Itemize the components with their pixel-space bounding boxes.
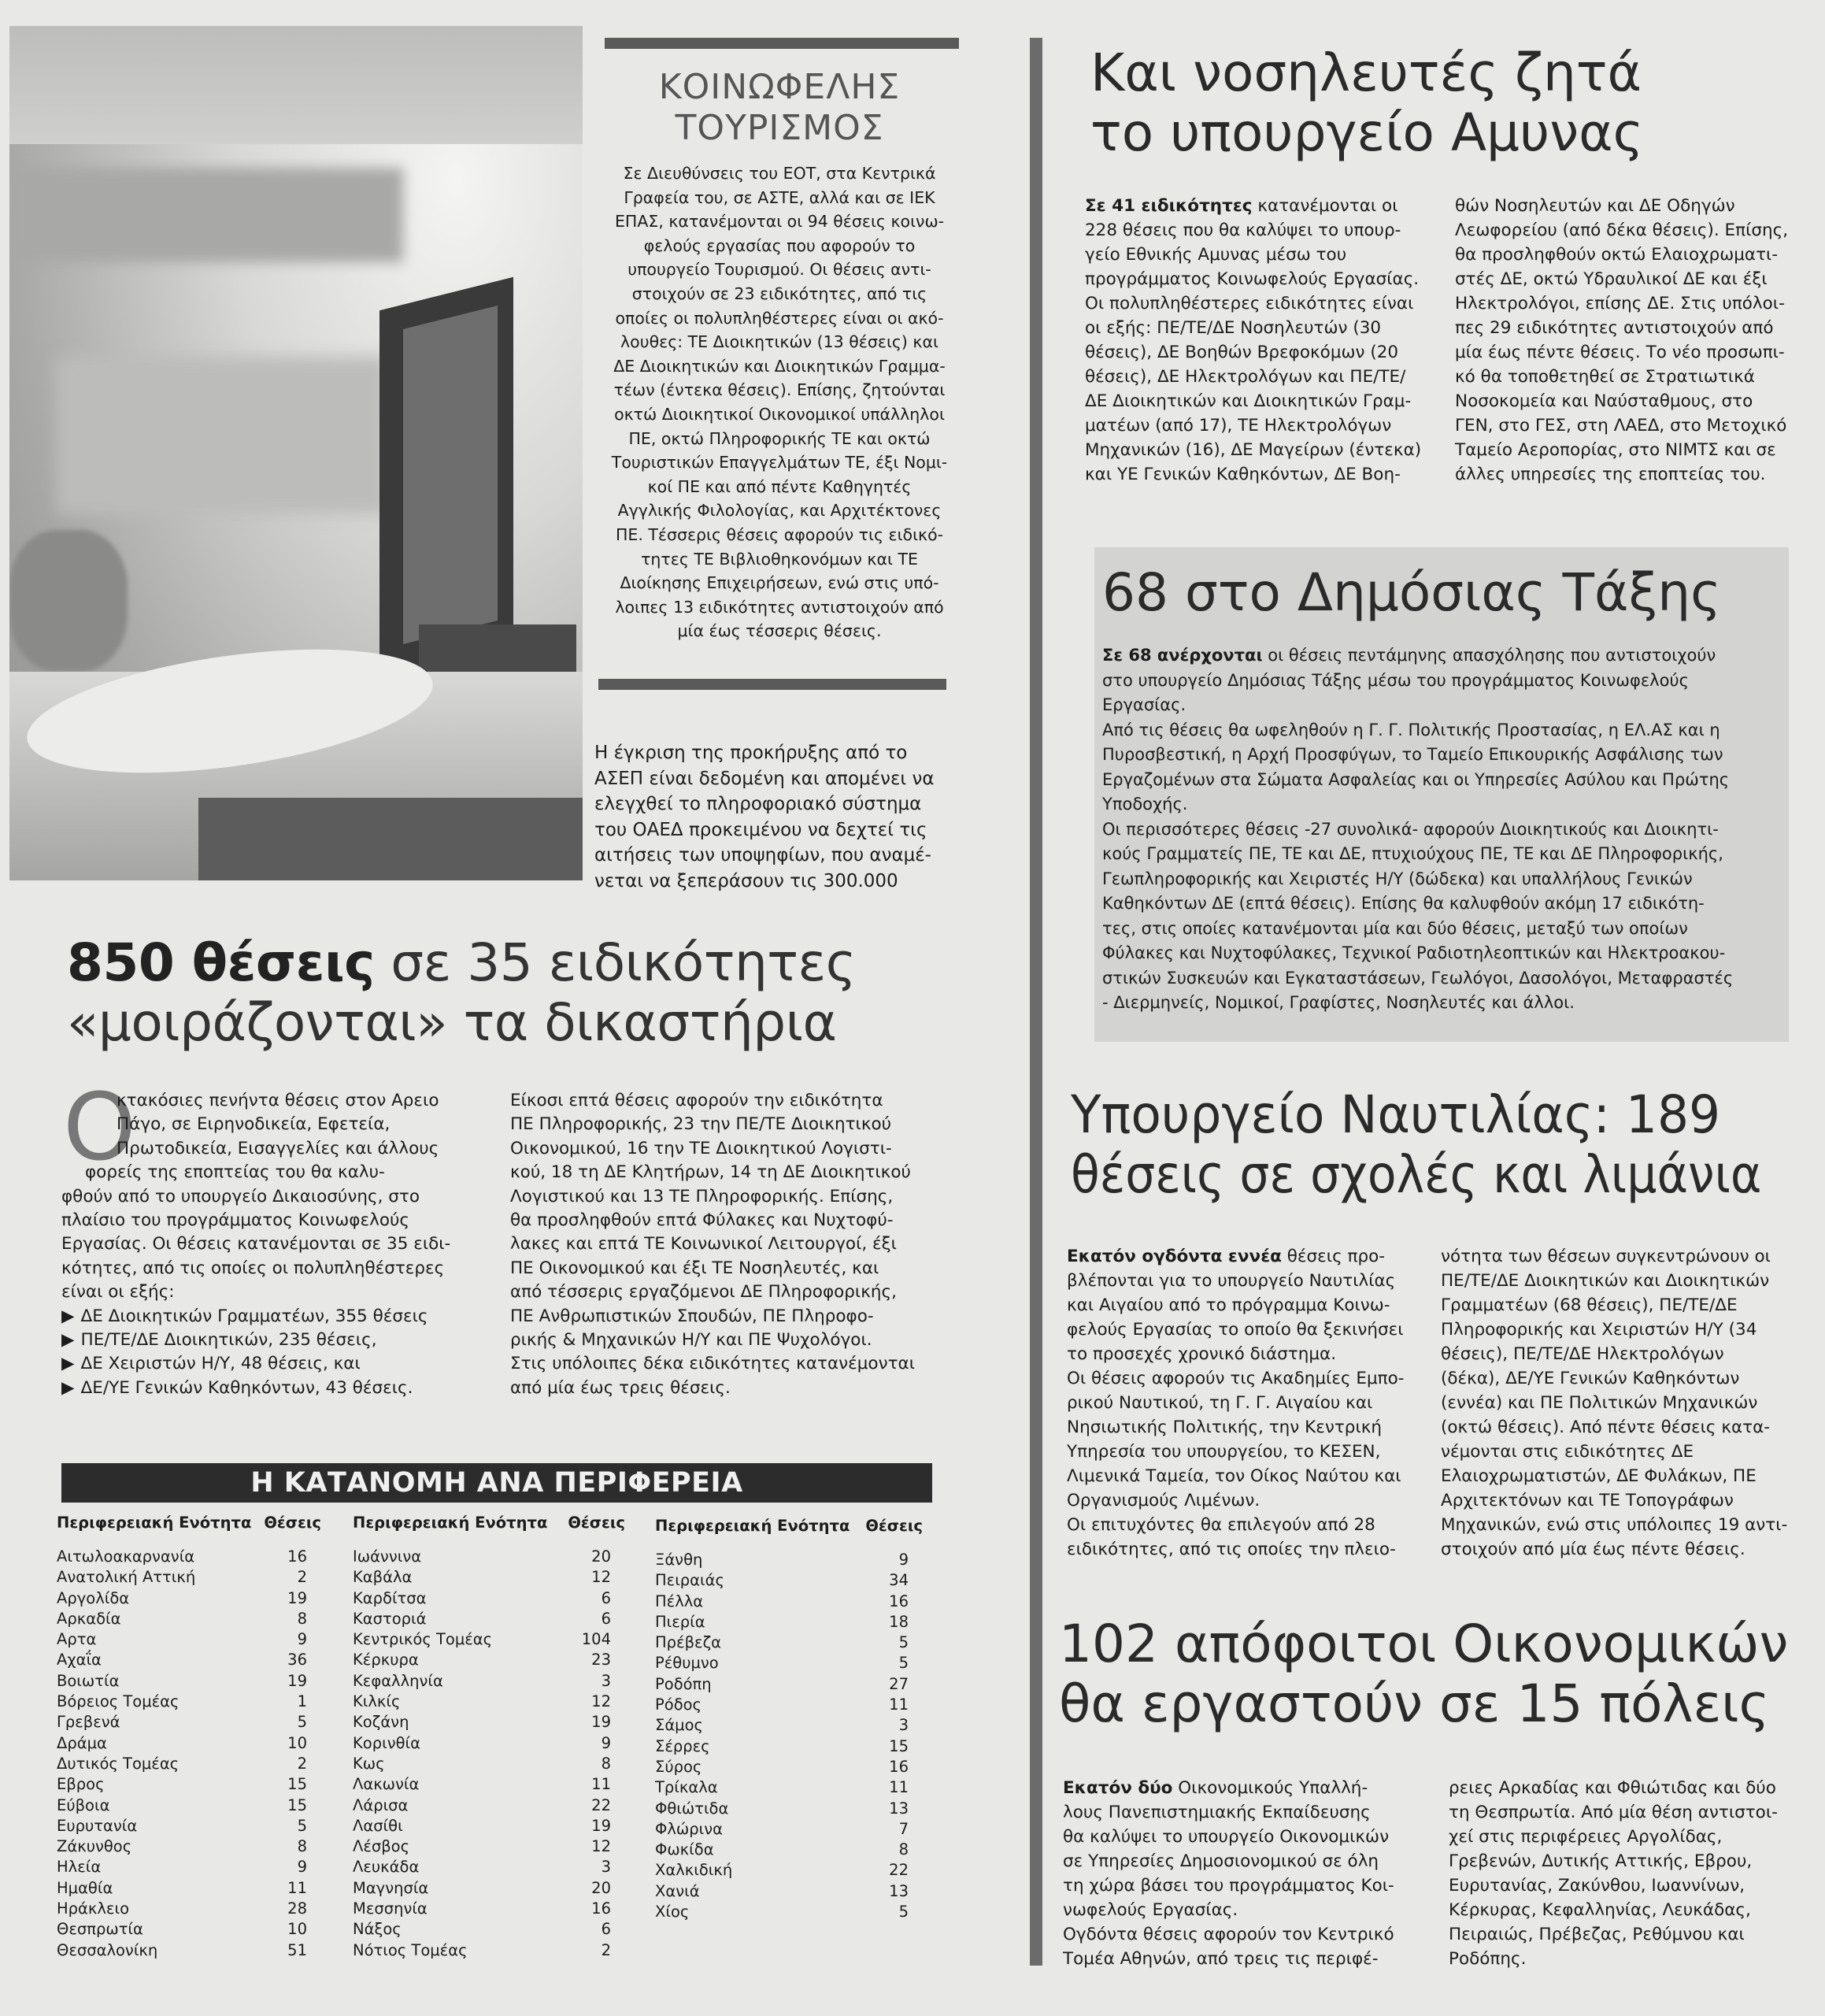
table-row [655, 1612, 923, 1632]
positions-count: 16 [287, 1547, 307, 1566]
positions-count: 5 [898, 1633, 909, 1652]
tourism-bottom-rule [598, 679, 946, 690]
positions-count: 19 [287, 1588, 307, 1607]
positions-count: 12 [591, 1837, 611, 1856]
region-name: Κως [353, 1754, 385, 1773]
table-row [353, 1899, 625, 1919]
table-row [353, 1857, 625, 1877]
table-row [57, 1588, 321, 1609]
police-body: Σε 68 ανέρχονται οι θέσεις πεντάμηνης απασχόλησης που αντιστοιχούν στο υπουργείο Δημόσιας Τάξης μέσω του προγράμματος Κοινωφελούς Εργασίας. Από τις θέσεις θα ωφεληθούν η Γ. Γ. Πολιτικής Προστασίας, η ΕΛ.ΑΣ και η Πυροσβεστική, η Αρχή Προσφύγων, το Ταμείο Επικουρικής Ασφάλισης των Εργαζομένων στα Σώματα Ασφαλείας και οι Υπηρεσίες Ασύλου και Πρώτης Υποδοχής. Οι περισσότερες θέσεις -27 συνολικά- αφορούν Διοικητικούς και Διοικητι- κούς Γραμματείς ΠΕ, ΤΕ και ΔΕ, πτυχιούχους ΠΕ, ΤΕ και ΔΕ Πληροφορικής, Γεωπληροφορικής και Χειριστές Η/Υ (δώδεκα) και υπαλλήλους Γενικών Καθηκόντων ΔΕ (επτά θέσεις). Επίσης θα καλυφθούν ακόμη 17 ειδικότη- τες, στις οποίες κατανέμονται μία και δύο θέσεις, μεταξύ των οποίων Φύλακες και Νυχτοφύλακες, Τεχνικοί Ραδιοτηλεοπτικών και Ηλεκτροακου- στικών Συσκευών και Εγκαταστάσεων, Γεωλόγοι, Δασολόγοι, Μεταφραστές - Διερμηνείς, Νομικοί, Γραφίστες, Νοσηλευτές και άλλοι. [1102, 646, 1734, 1012]
region-name: Αχαΐα [57, 1651, 102, 1670]
positions-count: 9 [297, 1630, 307, 1649]
table-row [655, 1736, 923, 1757]
region-name: Λακωνία [353, 1775, 420, 1794]
positions-count: 10 [287, 1733, 307, 1752]
table-row [353, 1796, 625, 1816]
positions-count: 12 [591, 1692, 611, 1711]
positions-count: 19 [287, 1671, 307, 1690]
region-name: Ρόδος [655, 1695, 701, 1714]
defense-headline: Και νοσηλευτές ζητά το υπουργείο Αμυνας [1090, 43, 1644, 163]
table-row [57, 1754, 321, 1774]
positions-count: 36 [287, 1651, 307, 1670]
region-name: Αρτα [57, 1630, 97, 1649]
region-name: Αργολίδα [57, 1588, 130, 1607]
region-name: Ροδόπη [655, 1674, 712, 1693]
table-header-row [57, 1514, 321, 1537]
finance-headline: 102 απόφοιτοι Οικονομικών θα εργαστούν σε 15 πόλεις [1059, 1614, 1789, 1734]
approval-note: Η έγκριση της προκήρυξης από το ΑΣΕΠ είναι δεδομένη και απομένει να ελεγχθεί το πληροφοριακό σύστημα του ΟΑΕΔ προκειμένου να δεχτεί τις αιτήσεις των υποψηφίων, που αναμέ- νεται να ξεπεράσουν τις 300.000 [594, 743, 935, 891]
table-row [353, 1754, 625, 1774]
region-name: Καστοριά [353, 1609, 427, 1628]
positions-count: 5 [898, 1654, 909, 1673]
region-name: Σέρρες [655, 1736, 710, 1755]
table-row [655, 1757, 923, 1777]
table-row [57, 1547, 321, 1567]
positions-count: 51 [287, 1940, 307, 1959]
triangle-bullet-icon: ▶ [61, 1306, 75, 1326]
positions-count: 12 [591, 1568, 611, 1587]
region-column-header: Περιφερειακή Ενότητα [353, 1514, 548, 1532]
positions-count: 16 [591, 1899, 611, 1918]
positions-count: 16 [889, 1757, 909, 1776]
table-row [655, 1592, 923, 1612]
region-name: Δράμα [57, 1733, 107, 1752]
positions-count: 13 [889, 1881, 909, 1900]
table-row [57, 1567, 321, 1588]
table-row [57, 1671, 321, 1692]
positions-count: 3 [601, 1671, 611, 1690]
region-name: Δυτικός Τομέας [57, 1754, 180, 1773]
positions-count: 11 [287, 1878, 307, 1897]
positions-count: 6 [601, 1609, 611, 1628]
positions-count: 9 [898, 1551, 909, 1569]
table-row [353, 1816, 625, 1836]
region-name: Πειραιάς [655, 1571, 724, 1590]
positions-count: 9 [297, 1858, 307, 1877]
positions-count: 11 [889, 1695, 909, 1714]
courts-dropcap: Ο [63, 1073, 136, 1181]
region-name: Ανατολική Αττική [57, 1568, 196, 1587]
positions-count: 22 [889, 1861, 909, 1880]
region-name: Μαγνησία [353, 1878, 429, 1897]
courts-column-1: κτακόσιες πενήντα θέσεις στον Αρειο Πάγο, σε Ειρηνοδικεία, Εφετεία, Πρωτοδικεία, Εισαγγελίες και άλλους φορείς της εποπτείας του θα καλυ- φθούν από το υπουργείο Δικαιοσύνης, στο πλαίσιο του προγράμματος Κοινωφελούς Εργασίας. Οι θέσεις κατανέμονται σε 35 ειδι- κότητες, από τις οποίες οι πολυπληθέστερες είναι οι εξής: ▶ ΔΕ Διοικητικών Γραμματέων, 355 θέσεις ▶ ΠΕ/ΤΕ/ΔΕ Διοικητικών, 235 θέσεις, ▶ ΔΕ Χειριστών Η/Υ, 48 θέσεις, και ▶ ΔΕ/ΥΕ Γενικών Καθηκόντων, 43 θέσεις. [61, 1089, 487, 1400]
positions-count: 2 [297, 1568, 307, 1587]
positions-count: 8 [898, 1840, 909, 1859]
region-name: Μεσσηνία [353, 1899, 428, 1918]
region-name: Καβάλα [353, 1568, 413, 1587]
tourism-top-rule [605, 38, 959, 49]
bullet-item: ▶ ΠΕ/ΤΕ/ΔΕ Διοικητικών, 235 θέσεις, [61, 1329, 487, 1352]
table-row [57, 1629, 321, 1650]
table-row [655, 1777, 923, 1798]
regions-table-column-1 [57, 1514, 321, 1961]
defense-column-1: Σε 41 ειδικότητες κατανέμονται οι 228 θέσεις που θα καλύψει το υπουρ- γείο Εθνικής Αμυνας μέσω του προγράμματος Κοινωφελούς Εργασίας. Οι πολυπληθέστερες ειδικότητες είναι οι εξής: ΠΕ/ΤΕ/ΔΕ Νοσηλευτών (30 θέσεις), ΔΕ Βοηθών Βρεφοκόμων (20 θέσεις), ΔΕ Ηλεκτρολόγων και ΠΕ/ΤΕ/ ΔΕ Διοικητικών και Διοικητικών Γραμ- ματέων (από 17), ΤΕ Ηλεκτρολόγων Μηχανικών (16), ΔΕ Μαγείρων (έντεκα) και ΥΕ Γενικών Καθηκόντων, ΔΕ Βοη- [1085, 196, 1422, 484]
region-name: Ιωάννινα [353, 1547, 422, 1566]
table-row [655, 1715, 923, 1736]
table-row [353, 1650, 625, 1670]
region-name: Κορινθία [353, 1733, 420, 1752]
region-name: Σύρος [655, 1757, 702, 1776]
region-name: Βόρειος Τομέας [57, 1692, 180, 1711]
table-row [353, 1940, 625, 1961]
positions-count: 8 [601, 1754, 611, 1773]
table-row [353, 1919, 625, 1940]
positions-count: 27 [889, 1674, 909, 1693]
region-name: Εύβοια [57, 1796, 110, 1814]
positions-count: 6 [601, 1920, 611, 1939]
courts-headline: 850 θέσεις σε 35 ειδικότητες «μοιράζονται» τα δικαστήρια [67, 932, 856, 1053]
region-name: Νότιος Τομέας [353, 1940, 468, 1959]
regions-table-column-2 [353, 1514, 625, 1961]
region-name: Θεσπρωτία [57, 1920, 143, 1939]
positions-count: 19 [591, 1713, 611, 1732]
shipping-column-2: νότητα των θέσεων συγκεντρώνουν οι ΠΕ/ΤΕ/ΔΕ Διοικητικών και Διοικητικών Γραμματέων (68 θέσεις), ΠΕ/ΤΕ/ΔΕ Πληροφορικής και Χειριστών Η/Υ (34 θέσεις), ΠΕ/ΤΕ/ΔΕ Ηλεκτρολόγων (δέκα), ΔΕ/ΥΕ Γενικών Καθηκόντων (εννέα) και ΠΕ Πολιτικών Μηχανικών (οκτώ θέσεις). Από πέντε θέσεις κατα- νέμονται στις ειδικότητες ΔΕ Ελαιοχρωματιστών, ΔΕ Φυλάκων, ΠΕ Αρχιτεκτόνων και ΤΕ Τοπογράφων Μηχανικών, ενώ στις υπόλοιπες 19 αντι- στοιχούν από μία έως πέντε θέσεις. [1441, 1247, 1788, 1559]
region-name: Φθιώτιδα [655, 1799, 729, 1818]
positions-count: 104 [581, 1630, 611, 1649]
table-row [353, 1712, 625, 1732]
table-row [57, 1899, 321, 1919]
table-row [57, 1774, 321, 1795]
table-row [57, 1733, 321, 1754]
region-name: Σάμος [655, 1716, 703, 1735]
bullet-item: ▶ ΔΕ Διοικητικών Γραμματέων, 355 θέσεις [61, 1305, 487, 1329]
positions-count: 3 [601, 1858, 611, 1877]
bullet-item: ▶ ΔΕ Χειριστών Η/Υ, 48 θέσεις, και [61, 1352, 487, 1376]
region-name: Βοιωτία [57, 1671, 120, 1690]
defense-column-2: θών Νοσηλευτών και ΔΕ Οδηγών Λεωφορείου (από δέκα θέσεις). Επίσης, θα προσληφθούν οκτώ Ελαιοχρωματι- στές ΔΕ, οκτώ Υδραυλικοί ΔΕ και έξι Ηλεκτρολόγοι, επίσης ΔΕ. Στις υπόλοι- πες 29 ειδικότητες αντιστοιχούν από μία έως πέντε θέσεις. Το νέο προσωπι- κό θα τοποθετηθεί σε Στρατιωτικά Νοσοκομεία και Ναύσταθμους, στο ΓΕΝ, στο ΓΕΣ, στη ΛΑΕΔ, στο Μετοχικό Ταμείο Αεροπορίας, στο ΝΙΜΤΣ και σε άλλες υπηρεσίες της εποπτείας του. [1455, 196, 1789, 484]
table-row [655, 1550, 923, 1570]
table-row [57, 1816, 321, 1836]
table-row [57, 1796, 321, 1816]
regions-table-title: Η ΚΑΤΑΝΟΜΗ ΑΝΑ ΠΕΡΙΦΕΡΕΙΑ [61, 1463, 932, 1503]
positions-count: 8 [297, 1609, 307, 1628]
table-row [57, 1836, 321, 1857]
positions-count: 6 [601, 1588, 611, 1607]
positions-column-header: Θέσεις [865, 1517, 923, 1535]
region-name: Ηλεία [57, 1858, 102, 1877]
table-header-row [655, 1517, 923, 1540]
table-row [57, 1692, 321, 1712]
tourism-title: ΚΟΙΝΩΦΕΛΗΣ ΤΟΥΡΙΣΜΟΣ [658, 67, 901, 148]
region-name: Κιλκίς [353, 1692, 401, 1711]
positions-count: 28 [287, 1899, 307, 1918]
table-row [353, 1567, 625, 1588]
table-row [353, 1629, 625, 1650]
positions-count: 5 [297, 1713, 307, 1732]
table-row [655, 1881, 923, 1902]
positions-count: 19 [591, 1816, 611, 1835]
bullet-item: ▶ ΔΕ/ΥΕ Γενικών Καθηκόντων, 43 θέσεις. [61, 1377, 487, 1400]
region-name: Θεσσαλονίκη [57, 1940, 158, 1959]
finance-column-1: Εκατόν δύο Οικονομικούς Υπαλλή- λους Πανεπιστημιακής Εκπαίδευσης θα καλύψει το υπουργείο Οικονομικών σε Υπηρεσίες Δημοσιονομικού σε όλη τη χώρα βάσει του προγράμματος Κοι- νωφελούς Εργασίας. Ογδόντα θέσεις αφορούν τον Κεντρικό Τομέα Αθηνών, από τρεις τις περιφέ- [1063, 1778, 1394, 1969]
table-row [57, 1940, 321, 1961]
region-name: Χαλκιδική [655, 1861, 733, 1880]
triangle-bullet-icon: ▶ [61, 1330, 75, 1351]
regions-table-column-3 [655, 1517, 923, 1922]
region-name: Εβρος [57, 1775, 105, 1794]
table-row [353, 1733, 625, 1754]
table-row [57, 1712, 321, 1732]
region-name: Χίος [655, 1903, 690, 1922]
positions-count: 15 [889, 1736, 909, 1755]
table-row [57, 1609, 321, 1629]
region-name: Πέλλα [655, 1592, 704, 1610]
region-name: Ημαθία [57, 1878, 113, 1897]
region-column-header: Περιφερειακή Ενότητα [655, 1517, 850, 1535]
region-name: Ρέθυμνο [655, 1654, 719, 1673]
table-row [353, 1671, 625, 1692]
table-row [57, 1650, 321, 1670]
positions-column-header: Θέσεις [568, 1514, 625, 1532]
table-row [353, 1692, 625, 1712]
shipping-headline: Υπουργείο Ναυτιλίας: 189 θέσεις σε σχολές και λιμάνια [1071, 1084, 1762, 1205]
office-photo [9, 26, 583, 880]
region-name: Φωκίδα [655, 1840, 714, 1859]
region-name: Φλώρινα [655, 1819, 723, 1838]
positions-column-header: Θέσεις [264, 1514, 321, 1532]
positions-count: 11 [889, 1778, 909, 1797]
positions-count: 20 [591, 1547, 611, 1566]
courts-column-2: Είκοσι επτά θέσεις αφορούν την ειδικότητα ΠΕ Πληροφορικής, 23 την ΠΕ/ΤΕ Διοικητικού Οικονομικού, 16 την ΤΕ Διοικητικού Λογιστι- κού, 18 τη ΔΕ Κλητήρων, 14 τη ΔΕ Διοικητικού Λογιστικού και 13 ΤΕ Πληροφορικής. Επίσης, θα προσληφθούν επτά Φύλακες και Νυχτοφύ- λακες και επτά ΤΕ Κοινωνικοί Λειτουργοί, έξι ΠΕ Οικονομικού και έξι ΤΕ Νοσηλευτές, και από τέσσερις εργαζόμενοι ΔΕ Πληροφορικής, ΠΕ Ανθρωπιστικών Σπουδών, ΠΕ Πληροφο- ρικής & Μηχανικών Η/Υ και ΠΕ Ψυχολόγοι. Στις υπόλοιπες δέκα ειδικότητες κατανέμονται από μία έως τρεις θέσεις. [510, 1091, 915, 1398]
shipping-column-1: Εκατόν ογδόντα εννέα θέσεις προ- βλέπονται για το υπουργείο Ναυτιλίας και Αιγαίου από το πρόγραμμα Κοινω- φελούς Εργασίας το οποίο θα ξεκινήσει το προσεχές χρονικό διάστημα. Οι θέσεις αφορούν τις Ακαδημίες Εμπο- ρικού Ναυτικού, τη Γ. Γ. Αιγαίου και Νησιωτικής Πολιτικής, την Κεντρική Υπηρεσία του υπουργείου, το ΚΕΣΕΝ, Λιμενικά Ταμεία, τον Οίκος Ναύτου και Οργανισμούς Λιμένων. Οι επιτυχόντες θα επιλεγούν από 28 ειδικότητες, από τις οποίες την πλειο- [1067, 1247, 1405, 1559]
region-name: Κεφαλληνία [353, 1671, 443, 1690]
positions-count: 11 [591, 1775, 611, 1794]
table-row [655, 1653, 923, 1673]
positions-count: 1 [297, 1692, 307, 1711]
positions-count: 10 [287, 1920, 307, 1939]
positions-count: 2 [297, 1754, 307, 1773]
region-name: Λέσβος [353, 1837, 410, 1856]
region-name: Καρδίτσα [353, 1588, 427, 1607]
region-name: Λευκάδα [353, 1858, 420, 1877]
positions-count: 5 [297, 1816, 307, 1835]
positions-count: 18 [889, 1612, 909, 1631]
region-name: Ζάκυνθος [57, 1837, 132, 1856]
tourism-body: Σε Διευθύνσεις του ΕΟΤ, στα Κεντρικά Γραφεία του, σε ΑΣΤΕ, αλλά και σε ΙΕΚ ΕΠΑΣ, κατανέμονται οι 94 θέσεις κοινω- φελούς εργασίας που αφορούν το υπουργείο Τουρισμού. Οι θέσεις αντι- στοιχούν σε 23 ειδικότητες, από τις οποίες οι πολυπληθέστερες είναι οι ακό- λουθες: ΤΕ Διοικητικών (13 θέσεις) και ΔΕ Διοικητικών και Διοικητικών Γραμμα- τέων (έντεκα θέσεις). Επίσης, ζητούνται οκτώ Διοικητικοί Οικονομικοί υπάλληλοι ΠΕ, οκτώ Πληροφορικής ΤΕ και οκτώ Τουριστικών Επαγγελμάτων ΤΕ, έξι Νομι- κοί ΠΕ και από πέντε Καθηγητές Αγγλικής Φιλολογίας, και Αρχιτέκτονες ΠΕ. Τέσσερις θέσεις αφορούν τις ειδικό- τητες ΤΕ Βιβλιοθηκονόμων και ΤΕ Διοίκησης Επιχειρήσεων, ενώ στις υπό- λοιπες 13 ειδικότητες αντιστοιχούν από μία έως τέσσερις θέσεις. [611, 164, 948, 641]
table-row [353, 1878, 625, 1899]
region-name: Χανιά [655, 1881, 700, 1900]
table-row [57, 1878, 321, 1899]
table-row [353, 1588, 625, 1609]
table-row [353, 1774, 625, 1795]
positions-count: 3 [898, 1716, 909, 1735]
region-name: Τρίκαλα [655, 1778, 718, 1797]
region-name: Ευρυτανία [57, 1816, 138, 1835]
table-row [655, 1860, 923, 1881]
table-row [353, 1836, 625, 1857]
region-column-header: Περιφερειακή Ενότητα [57, 1514, 252, 1532]
column-divider [1030, 38, 1042, 1966]
positions-count: 7 [898, 1819, 909, 1838]
positions-count: 20 [591, 1878, 611, 1897]
positions-count: 9 [601, 1733, 611, 1752]
region-name: Νάξος [353, 1920, 402, 1939]
table-header-row [353, 1514, 625, 1537]
region-name: Γρεβενά [57, 1713, 120, 1732]
triangle-bullet-icon: ▶ [61, 1354, 75, 1374]
table-row [57, 1857, 321, 1877]
table-row [57, 1919, 321, 1940]
positions-count: 22 [591, 1796, 611, 1814]
table-row [655, 1570, 923, 1591]
region-name: Ξάνθη [655, 1551, 703, 1569]
region-name: Κοζάνη [353, 1713, 409, 1732]
finance-column-2: ρειες Αρκαδίας και Φθιώτιδας και δύο τη Θεσπρωτία. Από μία θέση αντιστοι- χεί στις περιφέρειες Αργολίδας, Γρεβενών, Δυτικής Αττικής, Εβρου, Ευρυτανίας, Ζακύνθου, Ιωαννίνων, Κέρκυρας, Κεφαλληνίας, Λευκάδας, Πειραιώς, Πρέβεζας, Ρεθύμνου και Ροδόπης. [1449, 1778, 1778, 1969]
positions-count: 23 [591, 1651, 611, 1670]
police-headline: 68 στο Δημόσιας Τάξης [1102, 562, 1721, 623]
region-name: Πιερία [655, 1612, 705, 1631]
table-row [655, 1902, 923, 1922]
positions-count: 13 [889, 1799, 909, 1818]
triangle-bullet-icon: ▶ [61, 1377, 75, 1398]
region-name: Λασίθι [353, 1816, 403, 1835]
positions-count: 15 [287, 1775, 307, 1794]
region-name: Κέρκυρα [353, 1651, 419, 1670]
table-row [655, 1819, 923, 1840]
positions-count: 34 [889, 1571, 909, 1590]
table-row [655, 1632, 923, 1653]
positions-count: 5 [898, 1903, 909, 1922]
region-name: Αρκαδία [57, 1609, 121, 1628]
positions-count: 8 [297, 1837, 307, 1856]
region-name: Ηράκλειο [57, 1899, 129, 1918]
positions-count: 16 [889, 1592, 909, 1610]
table-row [353, 1547, 625, 1567]
positions-count: 15 [287, 1796, 307, 1814]
table-row [655, 1674, 923, 1695]
region-name: Λάρισα [353, 1796, 409, 1814]
region-name: Κεντρικός Τομέας [353, 1630, 493, 1649]
table-row [655, 1840, 923, 1860]
region-name: Αιτωλοακαρνανία [57, 1547, 195, 1566]
region-name: Πρέβεζα [655, 1633, 722, 1652]
table-row [655, 1695, 923, 1715]
positions-count: 2 [601, 1940, 611, 1959]
table-row [655, 1799, 923, 1819]
table-row [353, 1609, 625, 1629]
